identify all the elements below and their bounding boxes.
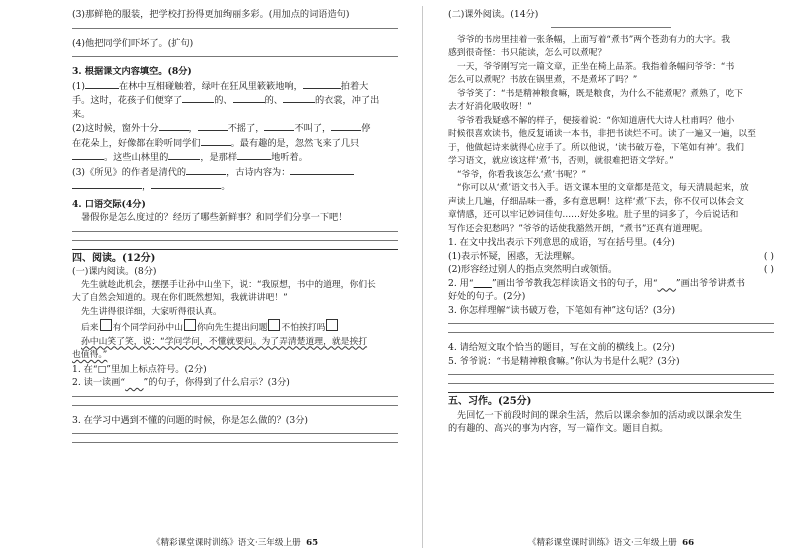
fill-blank[interactable] <box>168 150 200 160</box>
q1-2: (2)形容经过别人的指点突然明白或领悟。 <box>448 264 618 275</box>
q3-1-text: 在林中互相碰触着，绿叶在狂风里簌簌地响， <box>119 80 303 92</box>
answer-paren[interactable]: ( ) <box>763 250 774 262</box>
passage-line: 学习语文，就应该这样‘煮’书，否则，就很难把语文学好。” <box>448 156 674 166</box>
punctuation-box[interactable] <box>100 319 112 331</box>
section-4-title: 四、阅读。(12分) <box>72 252 156 264</box>
q3-2-text: 不摇了， <box>227 123 265 134</box>
section-5-title: 五、习作。(25分) <box>448 396 532 407</box>
fill-blank[interactable] <box>331 121 361 131</box>
q3-2-text: 停 <box>361 123 371 134</box>
passage-text: 有个同学问孙中山 <box>112 323 183 333</box>
passage-line: 感到很奇怪：书只能读，怎么可以煮呢？ <box>448 48 607 58</box>
passage-line <box>72 336 398 350</box>
fill-blank[interactable] <box>233 93 265 103</box>
passage-line: 爷爷笑了：“书是精神粮食嘛，既是粮食，为什么不能煮呢？煮熟了，吃下 <box>457 88 744 99</box>
passage-line: 章情感，还可以牢记妙词佳句……好处多啦。肚子里的词多了，今后说话和 <box>448 210 739 220</box>
fill-blank[interactable] <box>151 179 221 189</box>
fill-blank[interactable] <box>72 150 104 160</box>
fill-blank[interactable] <box>159 121 189 131</box>
wavy-sentence: 也值得。” <box>72 350 108 360</box>
fill-blank[interactable] <box>182 93 214 103</box>
r2-text: ”的句子，你得到了什么启示？(3分) <box>143 377 290 388</box>
title-blank[interactable] <box>551 27 671 28</box>
q3-2-text: (2)这时候，窗外十分 <box>72 123 159 134</box>
page-footer-right <box>448 536 774 548</box>
passage-line <box>72 349 398 363</box>
r1: 1. 在“□”里加上标点符号。(2分) <box>72 363 207 375</box>
q4-text: 暑假你是怎么度过的？经历了哪些新鲜事？和同学们分享一下吧！ <box>81 212 348 223</box>
passage-line: 爷爷的书房里挂着一张条幅，上面写着“煮书”两个苍劲有力的大字。我 <box>457 34 731 45</box>
sub1-title: (一)课内阅读。(8分) <box>72 266 157 277</box>
punctuation-box[interactable] <box>268 319 280 331</box>
q1: 1. 在文中找出表示下列意思的成语，写在括号里。(4分) <box>448 237 675 248</box>
passage-line: 爷爷看我疑惑不解的样子，便接着说：“你知道唐代大诗人杜甫吗？他小 <box>457 115 735 126</box>
q3-1-text: 手。这时，花孩子们便穿了 <box>72 95 183 106</box>
q3-2-text: ， <box>188 123 198 134</box>
passage-line: 先生就趁此机会，摆摆手让孙中山坐下，说：“我原想，书中的道理，你们长 <box>81 279 376 290</box>
q4: 4. 请给短文取个恰当的题目，写在文前的横线上。(2分) <box>448 342 675 353</box>
q3-2-text: 地听着。 <box>271 152 308 163</box>
passage-line: “爷爷，你看我该怎么‘煮’书呢？” <box>457 169 587 180</box>
q3-2-text: 在花朵上，好像都在聆听同学们 <box>72 137 201 149</box>
passage-text: 你向先生提出问题 <box>197 323 268 333</box>
r3: 3. 在学习中遇到不懂的问题的时候，你是怎么做的？(3分) <box>72 414 309 426</box>
answer-line[interactable] <box>72 240 398 241</box>
passage-line: 一天，爷爷刚写完一篇文章，正坐在椅上品茶。我指着条幅问爷爷：“书 <box>457 61 735 72</box>
fill-blank[interactable] <box>237 150 271 160</box>
answer-paren[interactable]: ( ) <box>763 264 774 275</box>
answer-line[interactable] <box>448 323 774 324</box>
q3-2-text: 不叫了， <box>294 123 332 134</box>
passage-text: 不怕挨打吗 <box>281 323 326 333</box>
page-footer-left <box>72 536 398 548</box>
q2-4: (4)他把同学们吓坏了。(扩句) <box>72 37 194 49</box>
answer-line[interactable] <box>448 383 774 384</box>
q3-2-text: 。这些山林里的 <box>104 152 169 163</box>
section-separator <box>72 249 398 250</box>
page-number: 65 <box>306 538 319 548</box>
answer-line[interactable] <box>448 332 774 333</box>
passage-text: 后来 <box>81 323 99 333</box>
page-divider <box>422 6 423 548</box>
fill-blank[interactable] <box>201 136 231 146</box>
fill-blank[interactable] <box>85 79 119 89</box>
q2-text: 2. 用“ <box>448 277 474 289</box>
q2-text: ”画出爷爷教我怎样读语文书的句子，用“ <box>491 277 658 289</box>
wavy-sentence: 孙中山笑了笑，说：“学问学问，不懂就要问。为了弄清楚道理，就是挨打 <box>81 336 368 347</box>
fill-blank[interactable] <box>283 93 315 103</box>
answer-line[interactable] <box>448 374 774 375</box>
q3-2-text: ，是那样 <box>200 152 238 163</box>
q3-1-text: 拍着大 <box>340 80 369 92</box>
q3-3-text: ， <box>142 181 152 192</box>
passage-line: 大了自然会知道的。现在你们既然想知，我就讲讲吧！” <box>72 293 288 303</box>
q2-text: 好处的句子。(2分) <box>448 291 526 302</box>
q3-1-text: 的衣裳，冲了出 <box>315 95 380 106</box>
answer-line[interactable] <box>72 231 398 232</box>
passage-line: 时候很喜欢读书，他反复诵读一本书，非把书读烂不可。读了一遍又一遍，以至 <box>448 129 756 139</box>
q5: 5. 爷爷说：“书是精神粮食嘛。”你认为书是什么呢？(3分) <box>448 355 680 367</box>
fill-blank[interactable] <box>198 121 228 131</box>
q3-3-text: 。 <box>221 181 231 192</box>
page-number: 66 <box>682 538 695 548</box>
answer-line[interactable] <box>72 56 398 57</box>
page-right <box>448 8 774 548</box>
writing-prompt: 的有趣的、高兴的事为内容，写一篇作文。题目自拟。 <box>448 423 669 434</box>
fill-blank[interactable] <box>264 121 294 131</box>
sub2-title: (二)课外阅读。(14分) <box>448 9 539 20</box>
page-left <box>72 8 398 548</box>
fill-blank[interactable] <box>303 79 341 89</box>
answer-line[interactable] <box>72 396 398 397</box>
passage-line: 声读上几遍，仔细品味一番，多有意思啊！这样‘煮’下去，你不仅可以体会文 <box>448 196 744 207</box>
q3-1-text: 来。 <box>72 108 91 120</box>
footer-title: 《精彩课堂课时训练》语文·三年级上册 <box>527 538 677 548</box>
answer-line[interactable] <box>72 442 398 443</box>
q2-3: (3)那鲜艳的服装，把学校打扮得更加绚丽多彩。(用加点的词语造句) <box>72 9 350 20</box>
answer-line[interactable] <box>72 433 398 434</box>
q3-1-text: 的、 <box>214 95 233 106</box>
writing-prompt: 先回忆一下前段时间的课余生活，然后以课余参加的活动或以课余发生 <box>457 409 742 421</box>
section-separator <box>448 392 774 393</box>
q2-text: ”画出爷爷讲煮书 <box>675 277 745 289</box>
q3-2-text: 。最有趣的是，忽然飞来了几只 <box>230 137 360 149</box>
answer-line[interactable] <box>72 405 398 406</box>
passage-line: 于，他做起诗来就得心应手了。所以他说，‘读书破万卷，下笔如有神’。我们 <box>448 142 744 153</box>
passage-line: 怎么可以煮呢？书放在锅里煮，不是煮坏了吗？” <box>448 75 638 85</box>
q4-title: 4. 口语交际(4分) <box>72 198 146 210</box>
footer-title: 《精彩课堂课时训练》语文·三年级上册 <box>151 538 301 548</box>
r2-text: 2. 读一读画“ <box>72 377 126 388</box>
fill-blank[interactable] <box>72 179 142 189</box>
punctuation-box[interactable] <box>326 319 338 331</box>
answer-line[interactable] <box>72 28 398 29</box>
passage-line: 去才好消化吸收呀！” <box>448 102 532 112</box>
q3-3-text: (3)《所见》的作者是清代的 <box>72 166 187 178</box>
q3: 3. 你怎样理解“读书破万卷，下笔如有神”这句话？(3分) <box>448 304 676 316</box>
passage-line: “你可以从‘煮’语文书入手。语文课本里的文章都是范文，每天清晨起来，放 <box>457 183 749 193</box>
q3-1-text: 的、 <box>264 95 283 106</box>
fill-blank[interactable] <box>186 165 226 175</box>
q3-3-text: ，古诗内容为： <box>226 166 291 178</box>
q1-1: (1)表示怀疑，困惑，无法理解。 <box>448 250 581 262</box>
punctuation-box[interactable] <box>184 319 196 331</box>
passage-line: 写作还会犯愁吗？”爷爷的话使我豁然开朗，“煮书”还真有道理呢。 <box>448 223 708 234</box>
passage-line: 先生讲得很详细，大家听得很认真。 <box>81 306 222 317</box>
fill-blank[interactable] <box>290 165 354 175</box>
q3-1-label: (1) <box>72 80 86 92</box>
q3-title: 3. 根据课文内容填空。(8分) <box>72 66 192 77</box>
